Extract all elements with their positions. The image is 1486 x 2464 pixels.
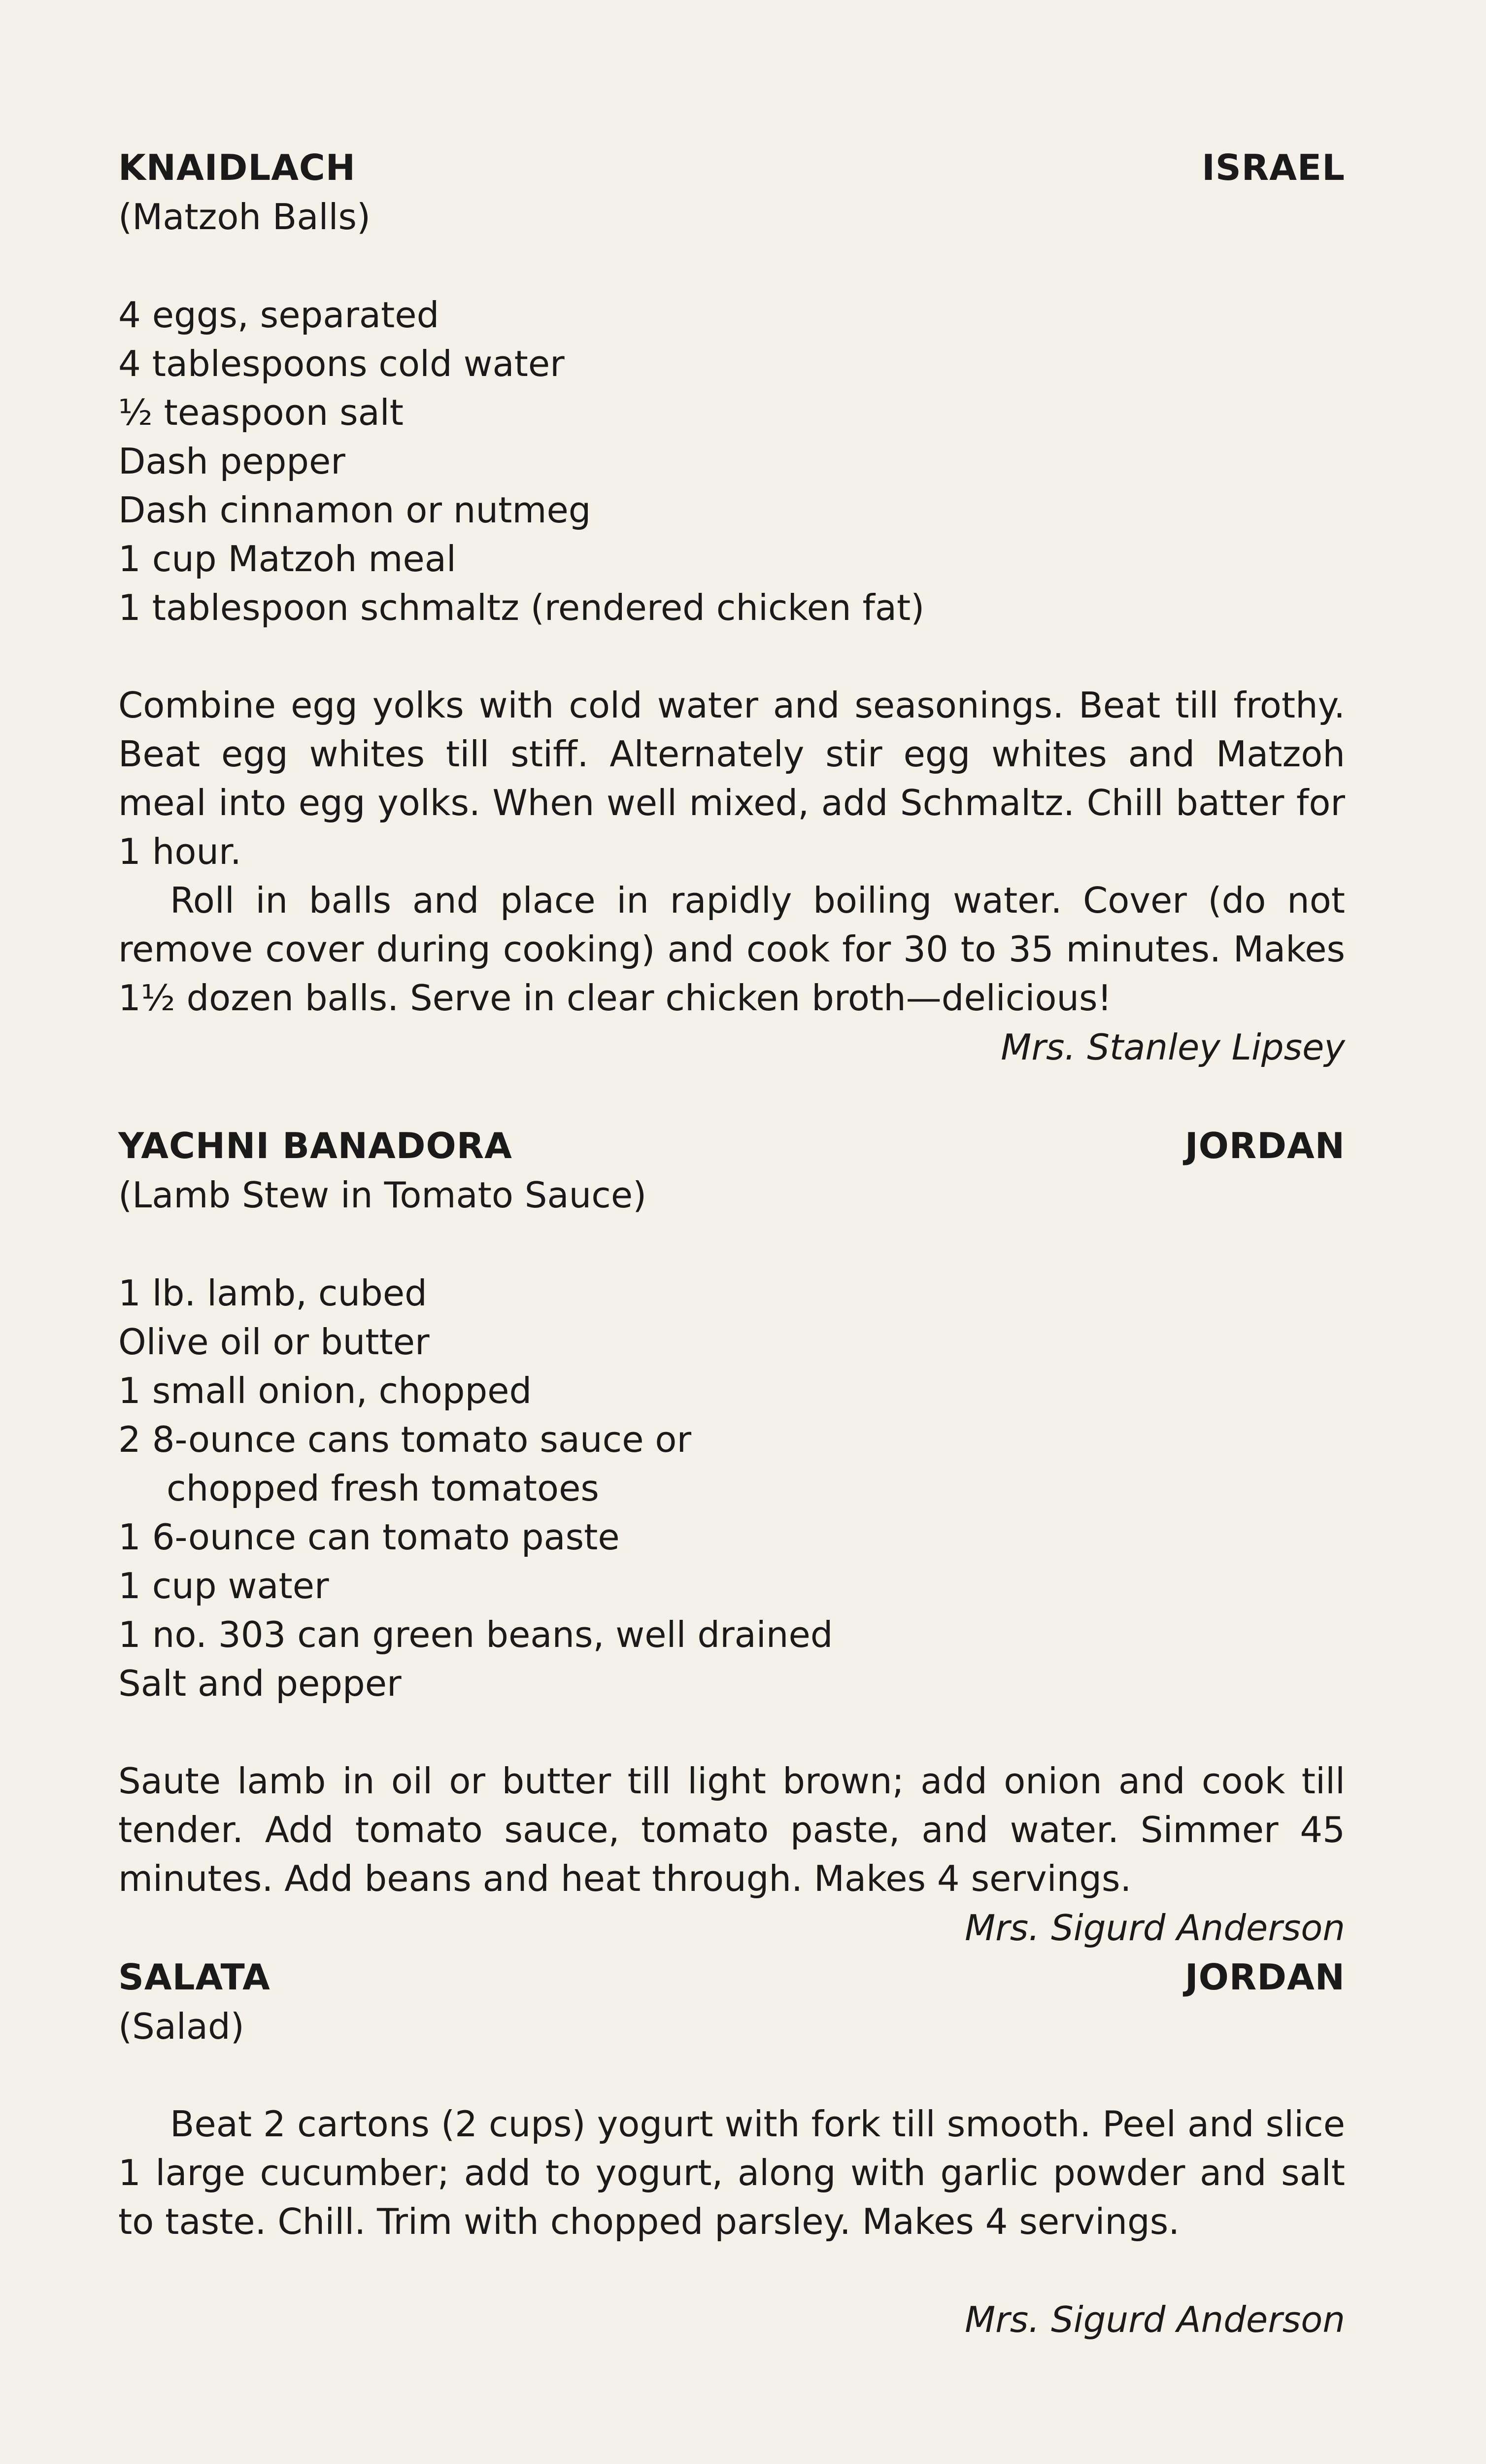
ingredient-item: 1 tablespoon schmaltz (rendered chicken fat) bbox=[118, 587, 925, 628]
ingredient-item: ½ teaspoon salt bbox=[118, 392, 404, 433]
recipe-knaidlach bbox=[118, 143, 1345, 1072]
recipe-yachni-banadora bbox=[118, 1121, 1345, 1952]
ingredient-list bbox=[118, 291, 1345, 632]
ingredient-item: 1 cup water bbox=[118, 1565, 329, 1607]
recipe-title: YACHNI BANADORA bbox=[118, 1125, 512, 1166]
recipe-salata bbox=[118, 1952, 1345, 2344]
recipe-header bbox=[118, 1952, 1345, 2002]
ingredient-item: 1 small onion, chopped bbox=[118, 1370, 532, 1411]
recipe-header bbox=[118, 1121, 1345, 1170]
recipe-subtitle: (Lamb Stew in Tomato Sauce) bbox=[118, 1174, 647, 1216]
ingredient-item: Dash pepper bbox=[118, 441, 345, 482]
ingredient-item: 1 no. 303 can green beans, well drained bbox=[118, 1614, 833, 1655]
ingredient-item-continued bbox=[118, 1464, 1345, 1513]
ingredient-continuation: chopped fresh tomatoes bbox=[167, 1468, 599, 1509]
recipe-title: SALATA bbox=[118, 1956, 270, 1998]
directions-paragraph: Combine egg yolks with cold water and seasonings. Beat till frothy. Beat egg whites till stiff. Alternately stir egg whites and Matzoh meal into egg yolks. When well mixed, add Schmaltz. Chill batter for 1 hour. bbox=[118, 684, 1345, 872]
recipe-author: Mrs. Sigurd Anderson bbox=[965, 1907, 1345, 1949]
ingredient-item: 4 tablespoons cold water bbox=[118, 343, 565, 384]
cookbook-page bbox=[118, 143, 1345, 2344]
ingredient-item: 1 6-ounce can tomato paste bbox=[118, 1516, 620, 1558]
ingredient-item: Olive oil or butter bbox=[118, 1321, 430, 1363]
recipe-author: Mrs. Stanley Lipsey bbox=[1001, 1027, 1345, 1068]
recipe-country: JORDAN bbox=[1184, 1125, 1345, 1166]
ingredient-item: Dash cinnamon or nutmeg bbox=[118, 489, 591, 531]
ingredient-item: 2 8-ounce cans tomato sauce or bbox=[118, 1419, 692, 1460]
ingredient-item: 4 eggs, separated bbox=[118, 294, 439, 336]
recipe-subtitle: (Matzoh Balls) bbox=[118, 196, 371, 238]
recipe-author: Mrs. Sigurd Anderson bbox=[965, 2299, 1345, 2340]
recipe-title: KNAIDLACH bbox=[118, 147, 356, 188]
ingredient-list bbox=[118, 1269, 1345, 1708]
recipe-subtitle: (Salad) bbox=[118, 2006, 244, 2047]
ingredient-item: Salt and pepper bbox=[118, 1663, 402, 1704]
directions-paragraph: Beat 2 cartons (2 cups) yogurt with fork till smooth. Peel and slice 1 large cucumber; add to yogurt, along with garlic powder and salt to taste. Chill. Trim with chopped parsley. Makes 4 servings. bbox=[118, 2103, 1345, 2242]
directions-paragraph: Saute lamb in oil or butter till light brown; add onion and cook till tender. Add tomato sauce, tomato paste, and water. Simmer 45 minutes. Add beans and heat through. Makes 4 servings. bbox=[118, 1760, 1345, 1899]
ingredient-item: 1 lb. lamb, cubed bbox=[118, 1272, 427, 1314]
recipe-header bbox=[118, 143, 1345, 192]
recipe-country: JORDAN bbox=[1184, 1956, 1345, 1998]
ingredient-item: 1 cup Matzoh meal bbox=[118, 538, 456, 580]
recipe-country: ISRAEL bbox=[1202, 147, 1345, 188]
directions-paragraph: Roll in balls and place in rapidly boiling water. Cover (do not remove cover during cooking) and cook for 30 to 35 minutes. Makes 1½ dozen balls. Serve in clear chicken broth—delicious! bbox=[118, 880, 1345, 1019]
